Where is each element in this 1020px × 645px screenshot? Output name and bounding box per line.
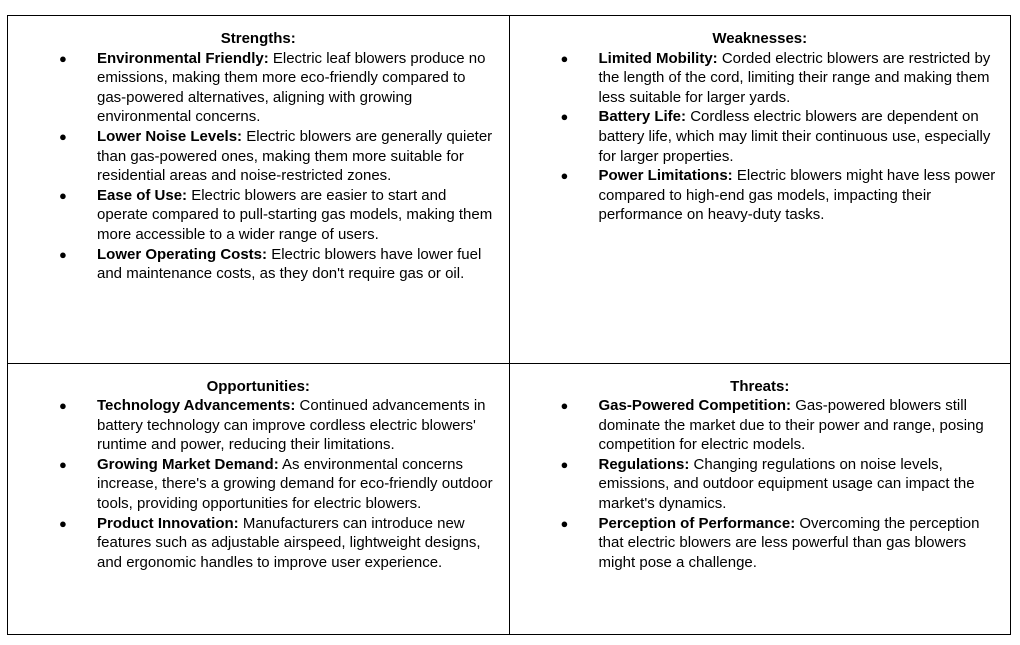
item-text: Corded electric blowers are restricted by the length of the cord, limiting their range and making them less suitable for larger yards. bbox=[598, 49, 991, 106]
bullet-icon: ● bbox=[59, 398, 67, 414]
weaknesses-list bbox=[524, 49, 997, 225]
opportunities-cell bbox=[8, 363, 510, 635]
list-item bbox=[22, 49, 495, 127]
item-term: Power Limitations: bbox=[598, 167, 733, 185]
swot-row-bottom bbox=[8, 363, 1011, 635]
swot-table bbox=[7, 15, 1011, 635]
item-text: Electric leaf blowers produce no emissions, making them more eco-friendly compared to gas-powered alternatives, aligning with growing environmental concerns. bbox=[97, 49, 486, 126]
item-term: Environmental Friendly: bbox=[97, 49, 269, 67]
list-item bbox=[524, 396, 997, 455]
weaknesses-title: Weaknesses: bbox=[712, 30, 808, 47]
opportunities-title: Opportunities: bbox=[206, 377, 310, 395]
weaknesses-cell bbox=[509, 16, 1011, 364]
bullet-icon: ● bbox=[59, 128, 67, 144]
list-item bbox=[524, 107, 997, 166]
strengths-title: Strengths: bbox=[220, 30, 296, 47]
bullet-icon: ● bbox=[59, 50, 67, 66]
bullet-icon: ● bbox=[59, 246, 67, 262]
item-text: Overcoming the perception that electric blowers are less powerful than gas blowers might pose a challenge. bbox=[598, 514, 980, 571]
item-text: Electric blowers might have less power compared to high-end gas models, impacting their performance on heavy-duty tasks. bbox=[598, 167, 996, 224]
item-text: Gas-powered blowers still dominate the market due to their power and range, posing competition for electric models. bbox=[598, 397, 984, 454]
list-item bbox=[22, 396, 495, 455]
bullet-icon: ● bbox=[560, 168, 569, 184]
item-term: Lower Noise Levels: bbox=[97, 127, 243, 145]
list-item bbox=[524, 166, 997, 225]
strengths-cell bbox=[8, 16, 510, 364]
bullet-icon: ● bbox=[59, 456, 67, 472]
bullet-icon: ● bbox=[560, 456, 569, 472]
item-text: Electric blowers are generally quieter than gas-powered ones, making them more suitable for residential areas and noise-restricted zones. bbox=[97, 127, 493, 185]
item-text: Cordless electric blowers are dependent on battery life, which may limit their continuous use, especially for larger properties. bbox=[598, 108, 991, 165]
list-item bbox=[22, 127, 495, 186]
item-term: Limited Mobility: bbox=[598, 49, 718, 67]
item-text: Electric blowers are easier to start and operate compared to pull-starting gas models, making them more accessible to a wider range of users. bbox=[97, 186, 493, 243]
item-term: Product Innovation: bbox=[97, 514, 239, 532]
bullet-icon: ● bbox=[560, 50, 569, 66]
list-item bbox=[524, 49, 997, 108]
item-term: Ease of Use: bbox=[97, 186, 188, 204]
bullet-icon: ● bbox=[59, 515, 67, 531]
threats-list bbox=[524, 396, 997, 572]
item-text: Electric blowers have lower fuel and maintenance costs, as they don't require gas or oil. bbox=[97, 245, 482, 283]
item-term: Technology Advancements: bbox=[97, 397, 296, 415]
item-text: Changing regulations on noise levels, emissions, and outdoor equipment usage can impact the market's dynamics. bbox=[598, 455, 975, 513]
threats-title: Threats: bbox=[730, 377, 790, 395]
strengths-list bbox=[22, 49, 495, 284]
bullet-icon: ● bbox=[560, 515, 569, 531]
swot-row-top bbox=[8, 16, 1011, 364]
opportunities-list bbox=[22, 396, 495, 572]
list-item bbox=[22, 514, 495, 573]
item-text: Continued advancements in battery technology can improve cordless electric blowers' runtime and power, reducing their limitations. bbox=[97, 397, 486, 454]
item-term: Regulations: bbox=[598, 455, 690, 473]
list-item bbox=[22, 455, 495, 514]
bullet-icon: ● bbox=[59, 187, 67, 203]
item-term: Growing Market Demand: bbox=[97, 455, 279, 473]
item-term: Perception of Performance: bbox=[598, 514, 796, 532]
list-item bbox=[524, 455, 997, 514]
bullet-icon: ● bbox=[560, 398, 569, 414]
item-term: Battery Life: bbox=[598, 108, 687, 126]
list-item bbox=[524, 514, 997, 573]
item-text: As environmental concerns increase, there's a growing demand for eco-friendly outdoor tools, providing opportunities for electric blowers. bbox=[97, 455, 493, 513]
item-text: Manufacturers can introduce new features such as adjustable airspeed, lightweight designs, and ergonomic handles to improve user experience. bbox=[97, 514, 481, 571]
item-term: Gas-Powered Competition: bbox=[598, 397, 792, 415]
list-item bbox=[22, 186, 495, 245]
bullet-icon: ● bbox=[560, 109, 569, 125]
item-term: Lower Operating Costs: bbox=[97, 245, 268, 263]
list-item bbox=[22, 245, 495, 284]
threats-cell bbox=[509, 363, 1011, 635]
